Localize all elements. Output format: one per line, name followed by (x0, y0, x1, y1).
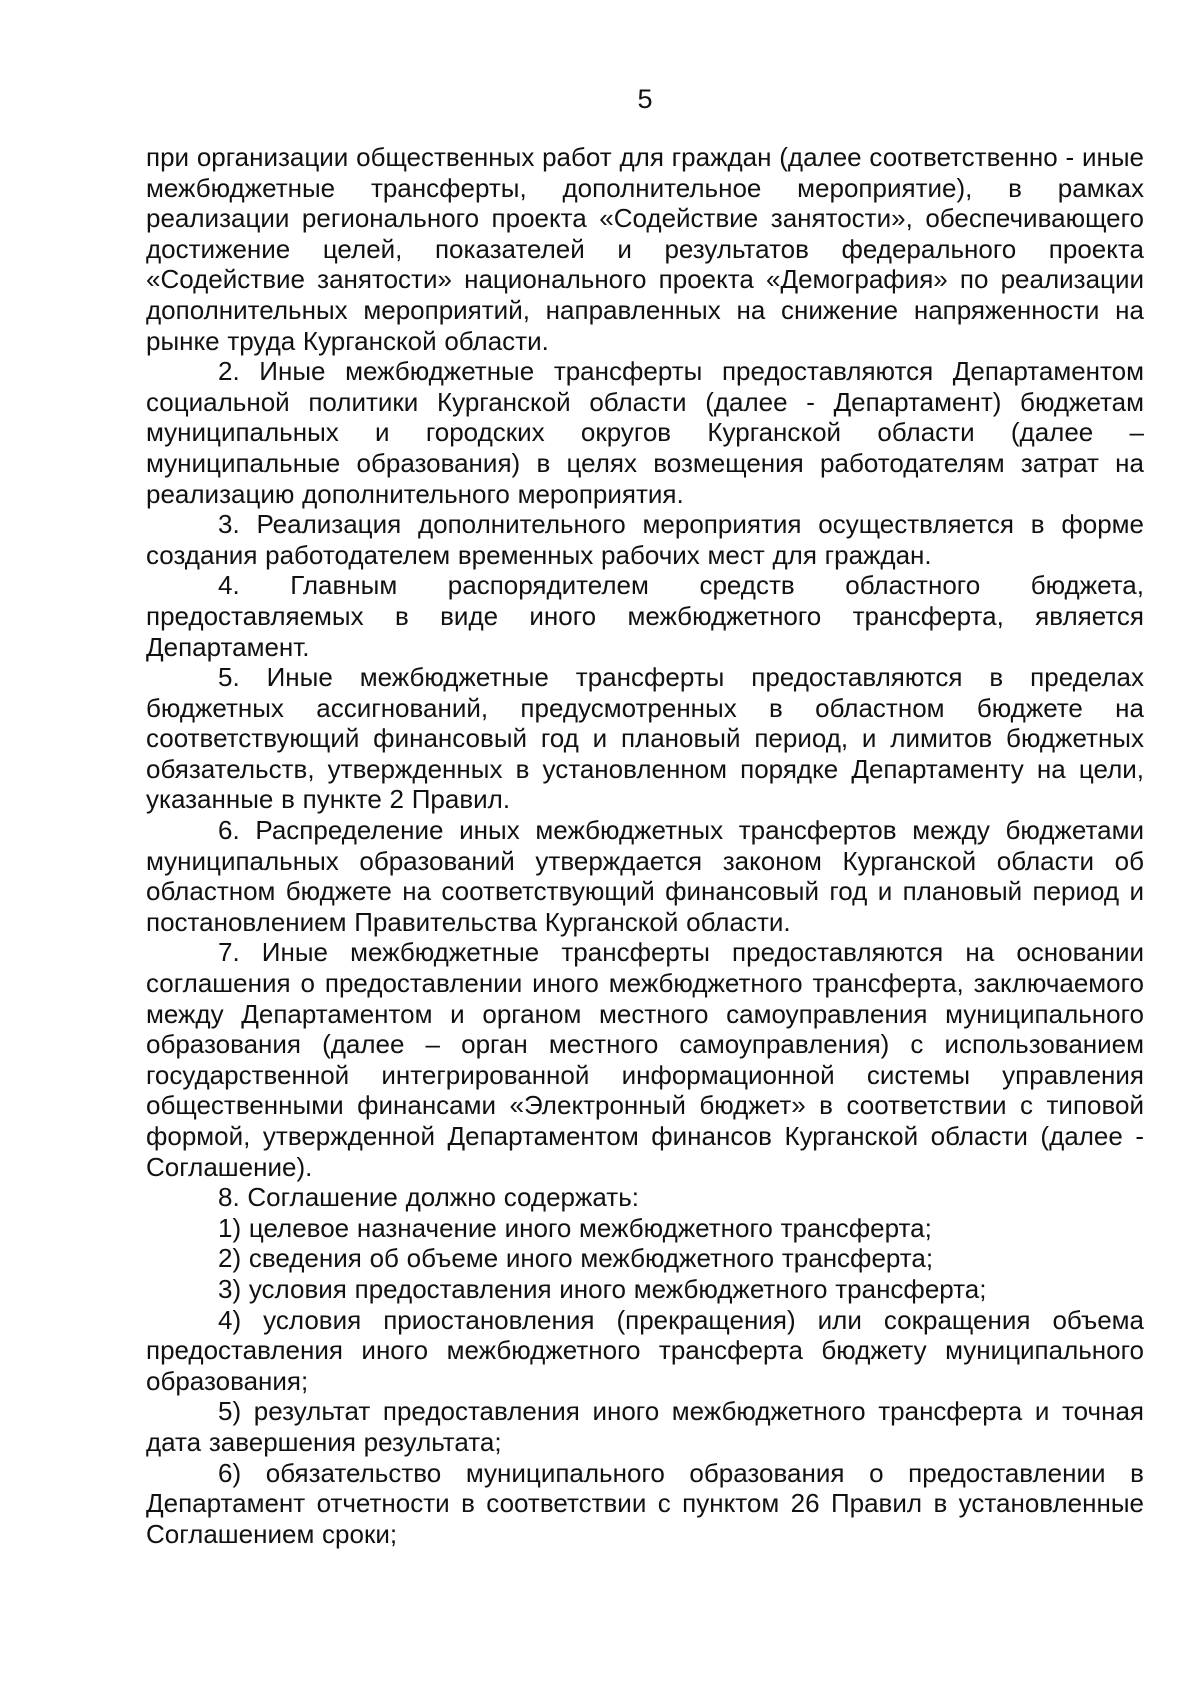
document-body (146, 142, 1144, 1549)
paragraph-item-6: 6. Распределение иных межбюджетных трансфертов между бюджетами муниципальных образований утверждается законом Курганской области об областном бюджете на соответствующий финансовый год и плановый период и постановлением Правительства Курганской области. (146, 815, 1144, 937)
list-item-5: 5) результат предоставления иного межбюджетного трансферта и точная дата завершения результата; (146, 1396, 1144, 1457)
paragraph-item-7: 7. Иные межбюджетные трансферты предоставляются на основании соглашения о предоставлении иного межбюджетного трансферта, заключаемого между Департаментом и органом местного самоуправления муниципального образования (далее – орган местного самоуправления) с использованием государственной интегрированной информационной системы управления общественными финансами «Электронный бюджет» в соответствии с типовой формой, утвержденной Департаментом финансов Курганской области (далее - Соглашение). (146, 937, 1144, 1182)
list-item-1: 1) целевое назначение иного межбюджетного трансферта; (218, 1212, 932, 1243)
list-item-3: 3) условия предоставления иного межбюджетного трансферта; (218, 1273, 987, 1304)
paragraph-item-4: 4. Главным распорядителем средств областного бюджета, предоставляемых в виде иного межбюджетного трансферта, является Департамент. (146, 570, 1144, 662)
paragraph-item-3: 3. Реализация дополнительного мероприятия осуществляется в форме создания работодателем временных рабочих мест для граждан. (146, 509, 1144, 570)
paragraph-item-2: 2. Иные межбюджетные трансферты предоставляются Департаментом социальной политики Курганской области (далее - Департамент) бюджетам муниципальных и городских округов Курганской области (далее – муниципальные образования) в целях возмещения работодателям затрат на реализацию дополнительного мероприятия. (146, 356, 1144, 509)
paragraph-item-8: 8. Соглашение должно содержать: (218, 1182, 639, 1213)
paragraph-intro-continuation: при организации общественных работ для граждан (далее соответственно - иные межбюджетные трансферты, дополнительное мероприятие), в рамках реализации регионального проекта «Содействие занятости», обеспечивающего достижение целей, показателей и результатов федерального проекта «Содействие занятости» национального проекта «Демография» по реализации дополнительных мероприятий, направленных на снижение напряженности на рынке труда Курганской области. (146, 142, 1144, 356)
list-item-6: 6) обязательство муниципального образования о предоставлении в Департамент отчетности в соответствии с пунктом 26 Правил в установленные Соглашением сроки; (146, 1457, 1144, 1549)
list-item-2: 2) сведения об объеме иного межбюджетного трансферта; (218, 1243, 934, 1274)
list-item-4: 4) условия приостановления (прекращения) или сокращения объема предоставления иного межбюджетного трансферта бюджету муниципального образования; (146, 1304, 1144, 1396)
paragraph-item-5: 5. Иные межбюджетные трансферты предоставляются в пределах бюджетных ассигнований, предусмотренных в областном бюджете на соответствующий финансовый год и плановый период, и лимитов бюджетных обязательств, утвержденных в установленном порядке Департаменту на цели, указанные в пункте 2 Правил. (146, 662, 1144, 815)
page-number: 5 (637, 84, 653, 114)
